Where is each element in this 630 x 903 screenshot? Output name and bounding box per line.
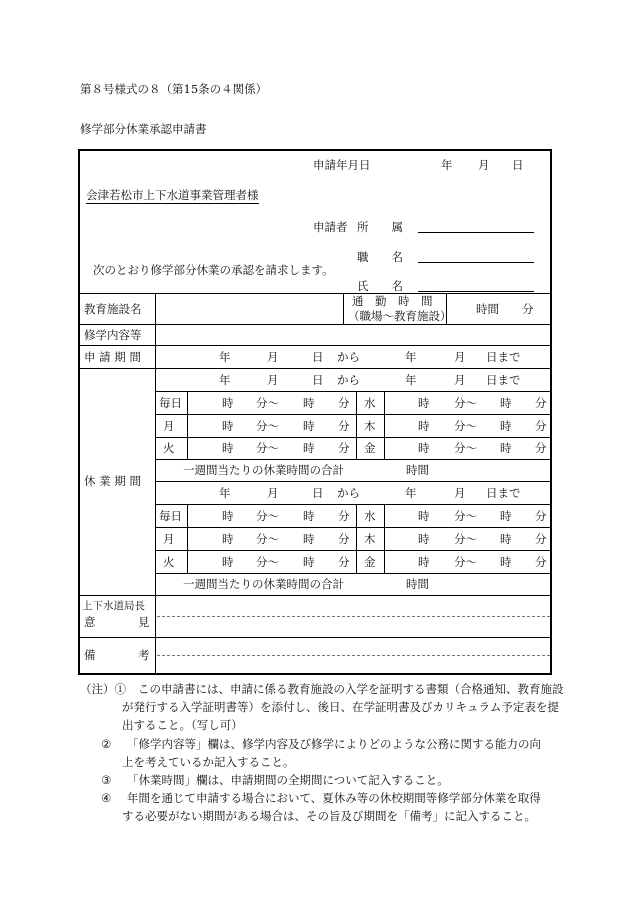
post-label: 職 名 [357, 250, 403, 264]
date-year-label: 年 [441, 158, 453, 172]
day-label-tue: 火 [163, 441, 175, 455]
opinion-label-b: 見 [138, 615, 150, 629]
note-2-line-2: 上を考えているか記入すること。 [122, 755, 295, 769]
commute-hours-label: 時間 [476, 302, 499, 316]
form-title: 修学部分休業承認申請書 [80, 122, 207, 136]
remarks-label-a: 備 [84, 648, 96, 662]
weekly-total-label: 一週間当たりの休業時間の合計 [183, 577, 344, 591]
commute-minutes-label: 分 [522, 302, 534, 316]
weekly-total-label: 一週間当たりの休業時間の合計 [183, 463, 344, 477]
note-prefix: （注）① [80, 682, 126, 696]
remarks-label-b: 考 [138, 648, 150, 662]
note-2-line-1: 「修学内容等」欄は、修学内容及び修学によりどのような公務に関する能力の向 [127, 737, 541, 751]
day-label-mon: 月 [163, 532, 175, 546]
opinion-label-a: 意 [84, 615, 96, 629]
note-1-line-1: この申請書には、申請に係る教育施設の入学を証明する書類（合格通知、教育施設 [138, 682, 564, 696]
day-label-fri: 金 [364, 441, 376, 455]
study-content-label: 修学内容等 [84, 328, 142, 342]
document-page: 第８号様式の８（第15条の４関係） 修学部分休業承認申請書 申請年月日 年 月 日 会津若松市上下水道事業管理者様 申請者 所 属 職 名 次のとおり修学部分休業の承認を請求します。 氏 名 教育施設名 通 勤 時 間 （職場～教育施設） 時間 分 修学内容等 申 請 期 間 年 月 日 から 年 月 日まで 休 業 期 間 年 月 日 から 年 月 日まで 毎日 時 分～ 時 分 水 時 分～ 時 分 月 時 分～ 時 分 木 時 分～ 時 分 火 時 分～ 時 分 金 時 分～ 時 分 一週間当たりの休業時間の合計 時間 年 月 日 から 年 月 日まで 毎日 時 分～ 時 分 水 時 分～ 時 分 月 時 分～ 時 分 木 時 分～ 時 分 火 時 分～ 時 分 金 時 分～ 時 分 一週間当たりの休業時間の合計 時間 上下水道局長 意 見 備 考 （注）① この申請書には、申請に係る教育施設の入学を証明する書類（合格通知、教育施設 が発行する入学証明書等）を添付し、後日、在学証明書及びカリキュラム予定表を提 出すること。（写し可） ② 「修学内容等」欄は、修学内容及び修学によりどのような公務に関する能力の向 上を考えているか記入すること。 ③ 「休業時間」欄は、申請期間の全期間について記入すること。 ④ 年間を通じて申請する場合において、夏休み等の休校期間等修学部分休業を取得 する必要がない期間がある場合は、その旨及び期間を「備考」に記入すること。 [80, 82, 564, 823]
application-date-label: 申請年月日 [313, 158, 371, 172]
weekly-total-hours: 時間 [406, 463, 429, 477]
day-label-thu: 木 [364, 419, 376, 433]
commute-time-label: 通 勤 時 間 [352, 294, 433, 308]
weekly-total-hours: 時間 [406, 577, 429, 591]
date-month-label: 月 [478, 158, 490, 172]
note-3-mark: ③ [101, 773, 112, 787]
name-label: 氏 名 [357, 279, 403, 293]
leave-period-label: 休 業 期 間 [84, 474, 141, 488]
form-number: 第８号様式の８（第15条の４関係） [80, 82, 268, 96]
day-label-everyday: 毎日 [159, 396, 182, 410]
day-label-wed: 水 [364, 509, 376, 523]
applicant-label: 申請者 [313, 220, 348, 234]
note-4-line-1: 年間を通じて申請する場合において、夏休み等の休校期間等修学部分休業を取得 [127, 791, 541, 805]
request-text: 次のとおり修学部分休業の承認を請求します。 [93, 263, 334, 277]
day-label-everyday: 毎日 [159, 509, 182, 523]
note-3-line-1: 「休業時間」欄は、申請期間の全期間について記入すること。 [127, 773, 449, 787]
day-label-wed: 水 [364, 396, 376, 410]
department-label: 所 属 [357, 220, 403, 234]
bureau-chief-label: 上下水道局長 [82, 600, 145, 612]
note-1-line-3: 出すること。（写し可） [122, 718, 243, 732]
note-1-line-2: が発行する入学証明書等）を添付し、後日、在学証明書及びカリキュラム予定表を提 [122, 700, 559, 714]
date-day-label: 日 [512, 158, 524, 172]
facility-name-label: 教育施設名 [84, 302, 142, 316]
note-2-mark: ② [101, 737, 112, 751]
note-4-mark: ④ [101, 791, 112, 805]
day-label-fri: 金 [364, 555, 376, 569]
commute-route-label: （職場～教育施設） [348, 309, 452, 323]
day-label-thu: 木 [364, 532, 376, 546]
day-label-tue: 火 [163, 555, 175, 569]
note-4-line-2: する必要がない期間がある場合は、その旨及び期間を「備考」に記入すること。 [122, 809, 536, 823]
day-label-mon: 月 [163, 419, 175, 433]
application-period-label: 申 請 期 間 [84, 350, 141, 364]
addressee: 会津若松市上下水道事業管理者様 [86, 188, 259, 202]
